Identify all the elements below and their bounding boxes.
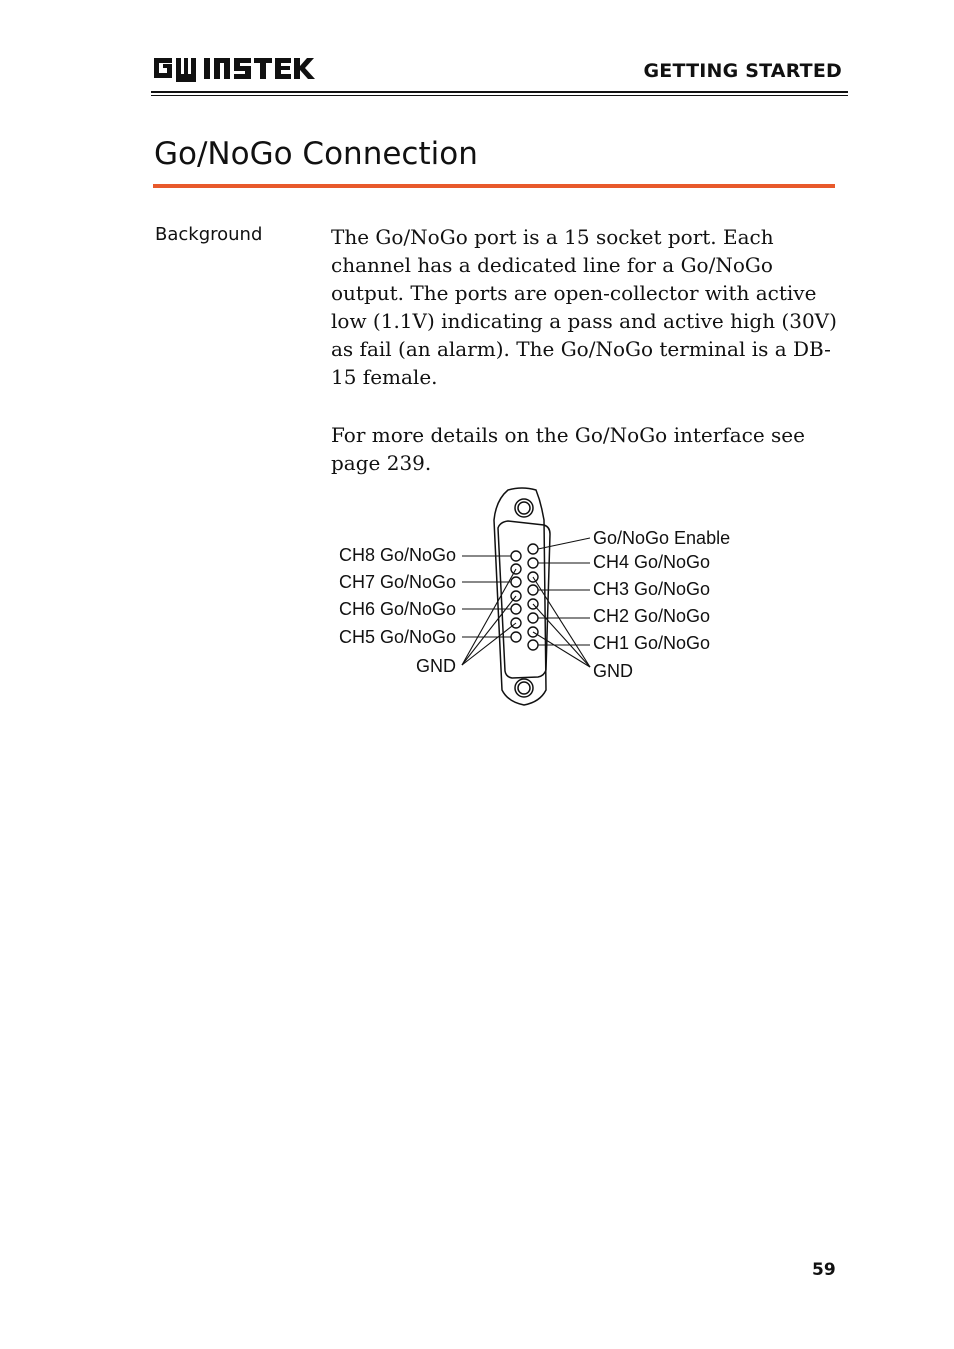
paragraph-description: The Go/NoGo port is a 15 socket port. Each channel has a dedicated line for a Go/NoGo output. The ports are open-collector with active low (1.1V) indicating a pass and active high (30V) as fail (an alarm). The Go/NoGo terminal is a DB-15 female.: [331, 225, 837, 389]
label-ch2: CH2 Go/NoGo: [593, 606, 711, 626]
gw-instek-logo: [152, 52, 327, 84]
header-rule-thin: [151, 95, 848, 96]
connector-shell: [494, 488, 550, 705]
label-gnd-right: GND: [593, 661, 633, 681]
label-ch3: CH3 Go/NoGo: [593, 579, 711, 599]
label-ch1: CH1 Go/NoGo: [593, 633, 711, 653]
header-rule: [151, 91, 848, 93]
db15-connector-diagram: [320, 485, 760, 710]
page-number: 59: [812, 1260, 836, 1280]
page-title: Go/NoGo Connection: [154, 136, 478, 172]
label-ch4: CH4 Go/NoGo: [593, 552, 711, 572]
label-gnd-left: GND: [416, 656, 456, 676]
label-ch5: CH5 Go/NoGo: [338, 627, 456, 647]
label-go-nogo-enable: Go/NoGo Enable: [593, 528, 731, 548]
side-label: Background: [155, 224, 263, 245]
label-ch6: CH6 Go/NoGo: [338, 599, 456, 619]
section-label: GETTING STARTED: [643, 60, 842, 82]
label-ch7: CH7 Go/NoGo: [338, 572, 456, 592]
paragraph-reference: For more details on the Go/NoGo interface see page 239.: [331, 423, 805, 475]
title-underline: [153, 184, 835, 188]
label-ch8: CH8 Go/NoGo: [338, 545, 456, 565]
leader-lines: [462, 538, 590, 667]
